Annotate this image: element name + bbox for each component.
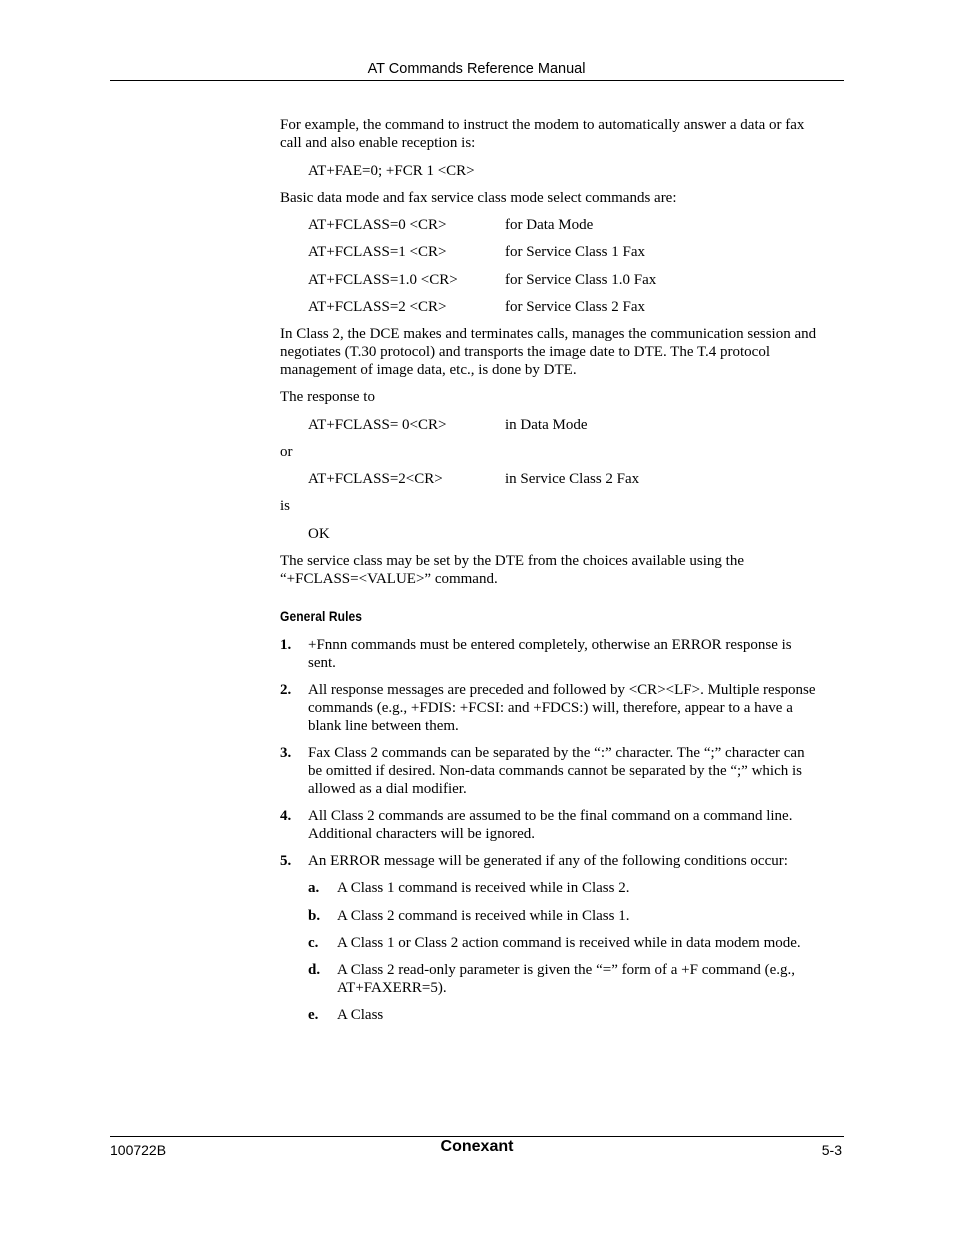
header-title: AT Commands Reference Manual <box>367 61 586 77</box>
rule-text: All response messages are preceded and followed by <CR><LF>. Multiple response <box>308 682 816 698</box>
sub-item-letter: c. <box>308 935 319 951</box>
class-description: for Service Class 1 Fax <box>505 244 645 260</box>
example-command: AT+FAE=0; +FCR 1 <CR> <box>308 163 475 179</box>
response-intro: The response to <box>280 389 375 405</box>
response-command: AT+FCLASS= 0<CR> <box>308 417 447 433</box>
service-class-line1: The service class may be set by the DTE from the choices available using the <box>280 553 745 569</box>
sub-item-letter: b. <box>308 908 321 924</box>
class-command: AT+FCLASS=1.0 <CR> <box>308 272 458 288</box>
class2-paragraph-line1: In Class 2, the DCE makes and terminates calls, manages the communication session and <box>280 326 817 342</box>
sub-item-text: A Class 1 command is received while in Class 2. <box>337 880 630 896</box>
rule-text: Fax Class 2 commands can be separated by the “:” character. The “;” character can <box>308 745 805 761</box>
service-class-line2: “+FCLASS=<VALUE>” command. <box>280 571 498 587</box>
response-ok: OK <box>308 526 330 542</box>
response-or: or <box>280 444 293 460</box>
sub-item-letter: d. <box>308 962 321 978</box>
rule-text: allowed as a dial modifier. <box>308 781 467 797</box>
class-command: AT+FCLASS=1 <CR> <box>308 244 447 260</box>
sub-item-text: A Class <box>337 1007 384 1023</box>
rule-text: An ERROR message will be generated if any of the following conditions occur: <box>308 853 788 869</box>
response-description: in Service Class 2 Fax <box>505 471 640 487</box>
rule-text: +Fnnn commands must be entered completely, otherwise an ERROR response is <box>308 637 792 653</box>
rule-text: Additional characters will be ignored. <box>308 826 536 842</box>
class-command: AT+FCLASS=2 <CR> <box>308 299 447 315</box>
class-command: AT+FCLASS=0 <CR> <box>308 217 447 233</box>
response-command: AT+FCLASS=2<CR> <box>308 471 443 487</box>
class2-paragraph-line3: management of image data, etc., is done by DTE. <box>280 362 577 378</box>
rule-number: 4. <box>280 808 292 824</box>
response-description: in Data Mode <box>505 417 588 433</box>
rule-number: 5. <box>280 853 292 869</box>
general-rules-heading: General Rules <box>280 608 363 624</box>
sub-item-text: AT+FAXERR=5). <box>337 980 447 996</box>
class2-paragraph-line2: negotiates (T.30 protocol) and transports the image date to DTE. The T.4 protocol <box>280 344 771 360</box>
class-description: for Service Class 1.0 Fax <box>505 272 657 288</box>
footer-page-number: 5-3 <box>821 1142 842 1158</box>
class-description: for Service Class 2 Fax <box>505 299 645 315</box>
sub-item-text: A Class 2 read-only parameter is given the “=” form of a +F command (e.g., <box>337 962 796 978</box>
rule-text: commands (e.g., +FDIS: +FCSI: and +FDCS:) will, therefore, appear to a have a <box>308 700 793 716</box>
footer-company: Conexant <box>440 1138 514 1155</box>
response-is: is <box>280 498 291 514</box>
rule-text: sent. <box>308 655 336 671</box>
intro-example-line1: For example, the command to instruct the modem to automatically answer a data or fax <box>280 117 805 133</box>
sub-item-letter: e. <box>308 1007 319 1023</box>
sub-item-text: A Class 2 command is received while in Class 1. <box>337 908 630 924</box>
intro-example-line2: call and also enable reception is: <box>280 135 476 151</box>
footer-doc-number: 100722B <box>110 1142 167 1158</box>
rule-number: 1. <box>280 637 292 653</box>
sub-item-text: A Class 1 or Class 2 action command is received while in data modem mode. <box>337 935 801 951</box>
sub-item-letter: a. <box>308 880 320 896</box>
rule-number: 2. <box>280 682 292 698</box>
basic-modes-text: Basic data mode and fax service class mode select commands are: <box>280 190 677 206</box>
class-description: for Data Mode <box>505 217 594 233</box>
footer-rule <box>110 1136 844 1137</box>
header-rule <box>110 80 844 81</box>
rule-number: 3. <box>280 745 292 761</box>
rule-text: be omitted if desired. Non-data commands cannot be separated by the “;” which is <box>308 763 803 779</box>
rule-text: blank line between them. <box>308 718 459 734</box>
rule-text: All Class 2 commands are assumed to be the final command on a command line. <box>308 808 793 824</box>
